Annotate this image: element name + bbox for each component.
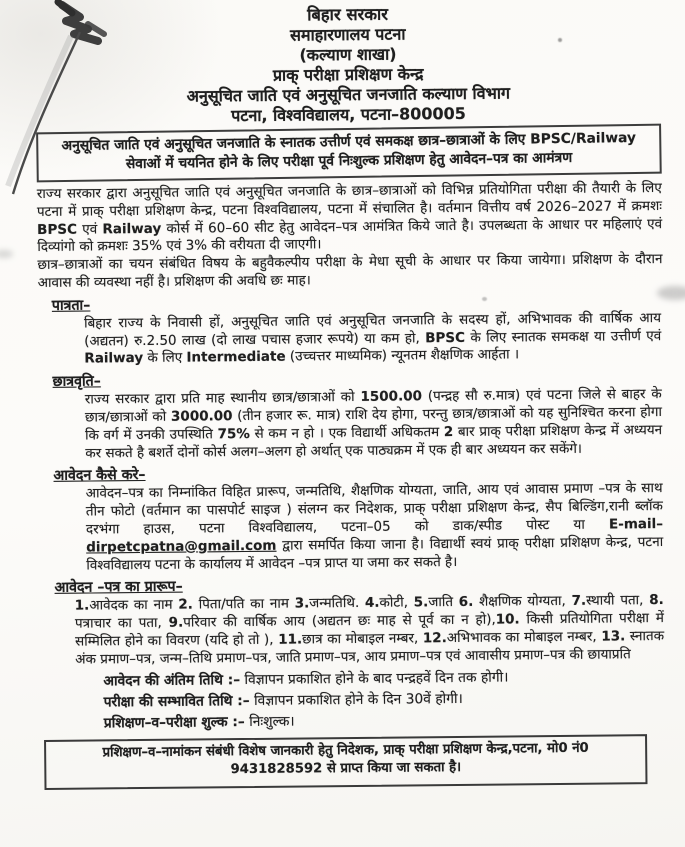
department-name: अनुसूचित जाति एवं अनुसूचित जनजाति कल्याण विभाग [186,83,511,106]
fee-label: प्रशिक्षण–व–परीक्षा शुल्क :– [103,713,245,731]
section-how-to-apply [39,459,665,575]
contact-info-box [44,734,647,790]
section-eligibility [38,289,664,369]
section-heading-scholarship: छात्रवृति– [52,373,101,391]
contact-info-text: प्रशिक्षण–व–नामांकन संबंधी विशेष जानकारी हेतु निदेशक, प्राक् परीक्षा प्रशिक्षण केन्द्र,पटना, मो0 नं0 9431828592 से प्राप्त किया जा सकता है। [102,740,589,778]
last-date-value: विज्ञापन प्रकाशित होने के बाद पन्द्रहवें दिन तक होगी। [244,669,509,688]
application-format-text: 1.आवेदक का नाम 2. पिता/पति का नाम 3.जन्मतिथि. 4.कोटी, 5.जाति 6. शैक्षणिक योग्यता, 7.स्थायी पता, 8. पत्राचार का पता, 9.परिवार की वार्षिक आय (अद्यतन छः माह से पूर्व का न हो),10. किसी प्रतियोगिता परीक्षा में सम्मिलित होने का विवरण (यदि हो तो ), 11.छात्र का मोबाइल नम्बर, 12.अभिभावक का मोबाइल नम्बर, 13. स्नातक अंक प्रमाण–पत्र, जन्म–तिथि प्रमाण–पत्र, जाति प्रमाण–पत्र, आय प्रमाण–पत्र एवं आवासीय प्रमाण–पत्र की छायाप्रति [74,592,665,668]
collectorate-line: समाहारणालय पटना [290,24,406,45]
last-date-label: आवेदन की अंतिम तिथि :– [103,671,241,689]
notice-title: अनुसूचित जाति एवं अनुसूचित जनजाति के स्नातक उत्तीर्ण एवं समकक्ष छात्र–छात्राओं के लिए BPSC/Railway सेवाओं में चयनित होने के लिए परीक्षा पूर्व निःशुल्क प्रशिक्षण हेतु आवेदन–पत्र का आमंत्रण [61,129,637,173]
section-heading-eligibility: पात्रता– [51,297,91,314]
intro-paragraph: राज्य सरकार द्वारा अनुसूचित जाति एवं अनुसूचित जनजाति के छात्र–छात्राओं को विभिन्न प्रतियोगिता परीक्षा की तैयारी के लिए पटना में प्राक् परीक्षा प्रशिक्षण केन्द्र, पटना विश्वविद्यालय, पटना में संचालित है। वर्तमान वित्तीय वर्ष 2026–2027 में क्रमशः BPSC एवं Railway कोर्स में 60–60 सीट हेतु आवेदन–पत्र आमंत्रित किये जाते है। उपलब्धता के आधार पर महिलाएं एवं दिव्यांगो को क्रमशः 35% एवं 3% की वरीयता दी जाएगी। [36,180,663,256]
fee-line [104,709,667,732]
exam-date-value: विज्ञापन प्रकाशित होने के दिन 30वें होगी। [253,690,463,709]
last-date-line [103,667,666,690]
selection-paragraph: छात्र–छात्राओं का चयन संबंधित विषय के बहुवैकल्पीय परीक्षा के मेधा सूची के आधार पर किया जायेगा। प्रशिक्षण के दौरान आवास की व्यवस्था नहीं है। प्रशिक्षण की अवधि छः माह। [37,251,663,291]
government-name: बिहार सरकार [307,4,389,25]
exam-date-line [104,688,667,711]
section-heading-application-format: आवेदन –पत्र का प्रारूप– [54,578,183,597]
section-heading-how-to-apply: आवेदन कैसे करे– [53,467,146,485]
treasury-tag-string-icon [0,0,140,210]
branch-line: (कल्याण शाखा) [299,44,397,65]
fee-value: निःशुल्क। [249,713,295,730]
address-line: पटना, विश्वविद्यालय, पटना–800005 [231,103,466,126]
scholarship-text: राज्य सरकार द्वारा प्रति माह स्थानीय छात्र/छात्राओं को 1500.00 (पन्द्रह सौ रु.मात्र) एवं पटना जिले से बाहर के छात्र/छात्राओं को 3000.00 (तीन हजार रू. मात्र) राशि देय होगा, परन्तु छात्र/छात्राओं को यह सुनिश्चित करना होगा कि वर्ग में उनकी उपस्थिति 75% से कम न हो । एक विद्यार्थी अधिकतम 2 बार प्राक् परीक्षा प्रशिक्षण केन्द्र में अध्ययन कर सकते है बशर्ते दोनों कोर्स अलग–अलग हो अर्थात् एक पाठ्यक्रम में एक ही बार अध्ययन कर सकेंगे। [84,386,663,462]
section-scholarship [38,365,664,463]
scan-smudge-left [0,250,13,258]
key-dates [103,667,667,732]
centre-name: प्राक् परीक्षा प्रशिक्षण केन्द्र [272,64,424,85]
exam-date-label: परीक्षा की सम्भावित तिथि :– [103,692,250,710]
how-to-apply-text: आवेदन–पत्र का निम्नांकित विहित प्रारूप, जन्मतिथि, शैक्षणिक योग्यता, जाति, आय एवं आवास प्रमाण –पत्र के साथ तीन फोटो (वर्तमान का पासपोर्ट साइज ) संलग्न कर निदेशक, प्राक् परीक्षा प्रशिक्षण केन्द्र, सैप बिल्डिंग,रानी ब्लॉक दरभंगा हाउस, पटना विश्वविद्यालय, पटना–05 को डाक/स्पीड पोस्ट या E-mail–dirpetcpatna@gmail.com द्वारा समर्पित किया जाना है। विद्यार्थी स्वयं प्राक् परीक्षा प्रशिक्षण केन्द्र, पटना विश्वविद्यालय पटना के कार्यालय में आवेदन –पत्र प्राप्त या जमा कर सकते है। [85,480,664,574]
section-application-format [40,571,666,669]
scan-smudge-right [657,286,685,300]
eligibility-text: बिहार राज्य के निवासी हों, अनुसूचित जाति एवं अनुसूचित जनजाति के सदस्य हों, अभिभावक की वार्षिक आय (अद्यतन) रु.2.50 लाख (दो लाख पचास हजार रूपये) या कम हो, BPSC के लिए स्नातक समकक्ष या उत्तीर्ण एवं Railway के लिए Intermediate (उच्चत्तर माध्यमिक) न्यूनतम शैक्षणिक आर्हता । [83,309,662,367]
